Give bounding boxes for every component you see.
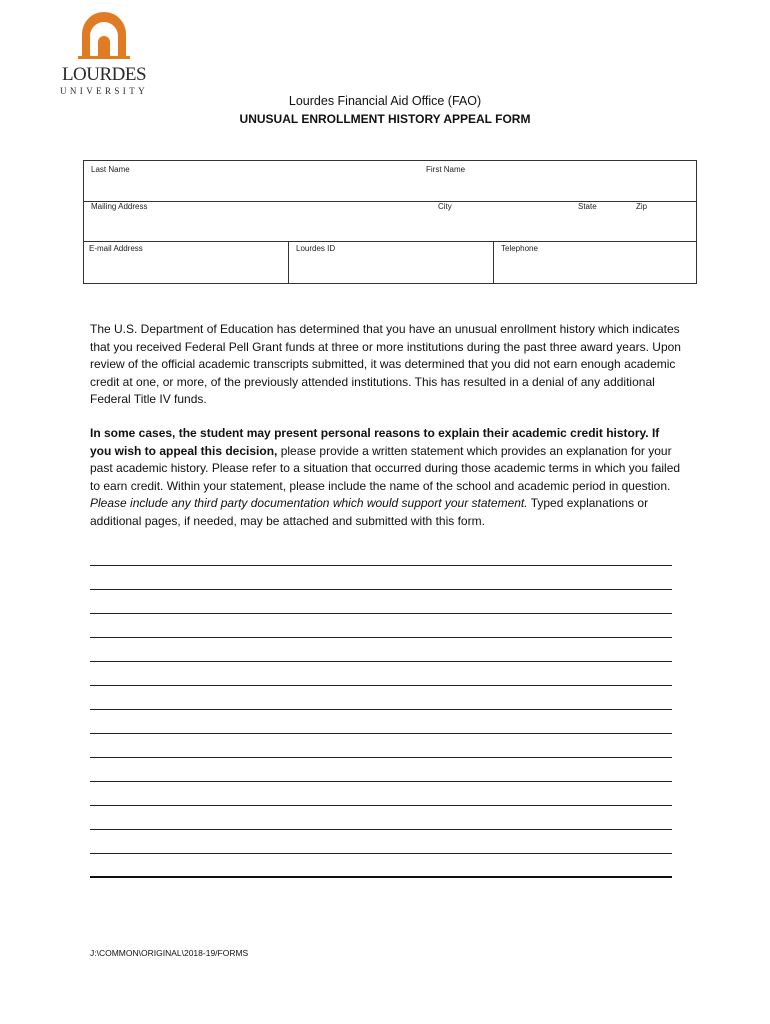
statement-line[interactable] xyxy=(90,876,672,878)
appeal-end-text: Typed explanations or additional pages, if needed, may be attached and submitted with this form. xyxy=(90,496,649,528)
grid-divider xyxy=(288,241,289,283)
appeal-italic-text: Please include any third party documentation which would support your statement. xyxy=(90,496,528,510)
statement-line[interactable] xyxy=(90,589,672,590)
grid-divider xyxy=(84,201,696,202)
mailing-address-field[interactable]: Mailing Address xyxy=(91,202,148,211)
appeal-instructions xyxy=(90,425,682,530)
grid-divider xyxy=(84,241,696,242)
office-name: Lourdes Financial Aid Office (FAO) xyxy=(288,94,482,108)
statement-line[interactable] xyxy=(90,805,672,806)
statement-line[interactable] xyxy=(90,733,672,734)
statement-line[interactable] xyxy=(90,829,672,830)
appeal-text: please provide a written statement which provides an explanation for your past academic history. Please refer to a situation that occurred during those academic terms in which you failed to earn credit. Within your statement, please include the name of the school and academic period in question. xyxy=(90,443,681,493)
statement-line[interactable] xyxy=(90,781,672,782)
grid-divider xyxy=(493,241,494,283)
statement-line[interactable] xyxy=(90,757,672,758)
zip-field[interactable]: Zip xyxy=(636,202,648,211)
arch-icon xyxy=(78,12,130,60)
first-name-field[interactable]: First Name xyxy=(426,165,466,174)
appeal-bold-text: In some cases, the student may present personal reasons to explain their academic credit history. If you wish to appeal this decision, xyxy=(90,426,660,458)
statement-line[interactable] xyxy=(90,853,672,854)
lourdes-id-field[interactable]: Lourdes ID xyxy=(296,244,336,253)
logo-subtitle: UNIVERSITY xyxy=(60,86,148,96)
file-path-footer: J:\COMMON\ORIGINAL\2018-19/FORMS xyxy=(90,948,249,958)
statement-line[interactable] xyxy=(90,565,672,566)
last-name-field[interactable]: Last Name xyxy=(91,165,130,174)
logo-name: LOURDES xyxy=(61,64,147,85)
statement-line[interactable] xyxy=(90,709,672,710)
state-field[interactable]: State xyxy=(578,202,597,211)
telephone-field[interactable]: Telephone xyxy=(501,244,538,253)
form-title: UNUSUAL ENROLLMENT HISTORY APPEAL FORM xyxy=(239,112,531,126)
statement-line[interactable] xyxy=(90,661,672,662)
statement-line[interactable] xyxy=(90,613,672,614)
statement-line[interactable] xyxy=(90,685,672,686)
student-info-grid xyxy=(83,160,697,284)
intro-paragraph: The U.S. Department of Education has determined that you have an unusual enrollment history which indicates that you received Federal Pell Grant funds at three or more institutions during the past three award years. Upon review of the official academic transcripts submitted, it was determined that you did not earn enough academic credit at one, or more, of the previously attended institutions. This has resulted in a denial of any additional Federal Title IV funds. xyxy=(90,322,681,406)
city-field[interactable]: City xyxy=(438,202,452,211)
email-field[interactable]: E-mail Address xyxy=(89,244,143,253)
university-logo xyxy=(56,12,152,96)
statement-line[interactable] xyxy=(90,637,672,638)
